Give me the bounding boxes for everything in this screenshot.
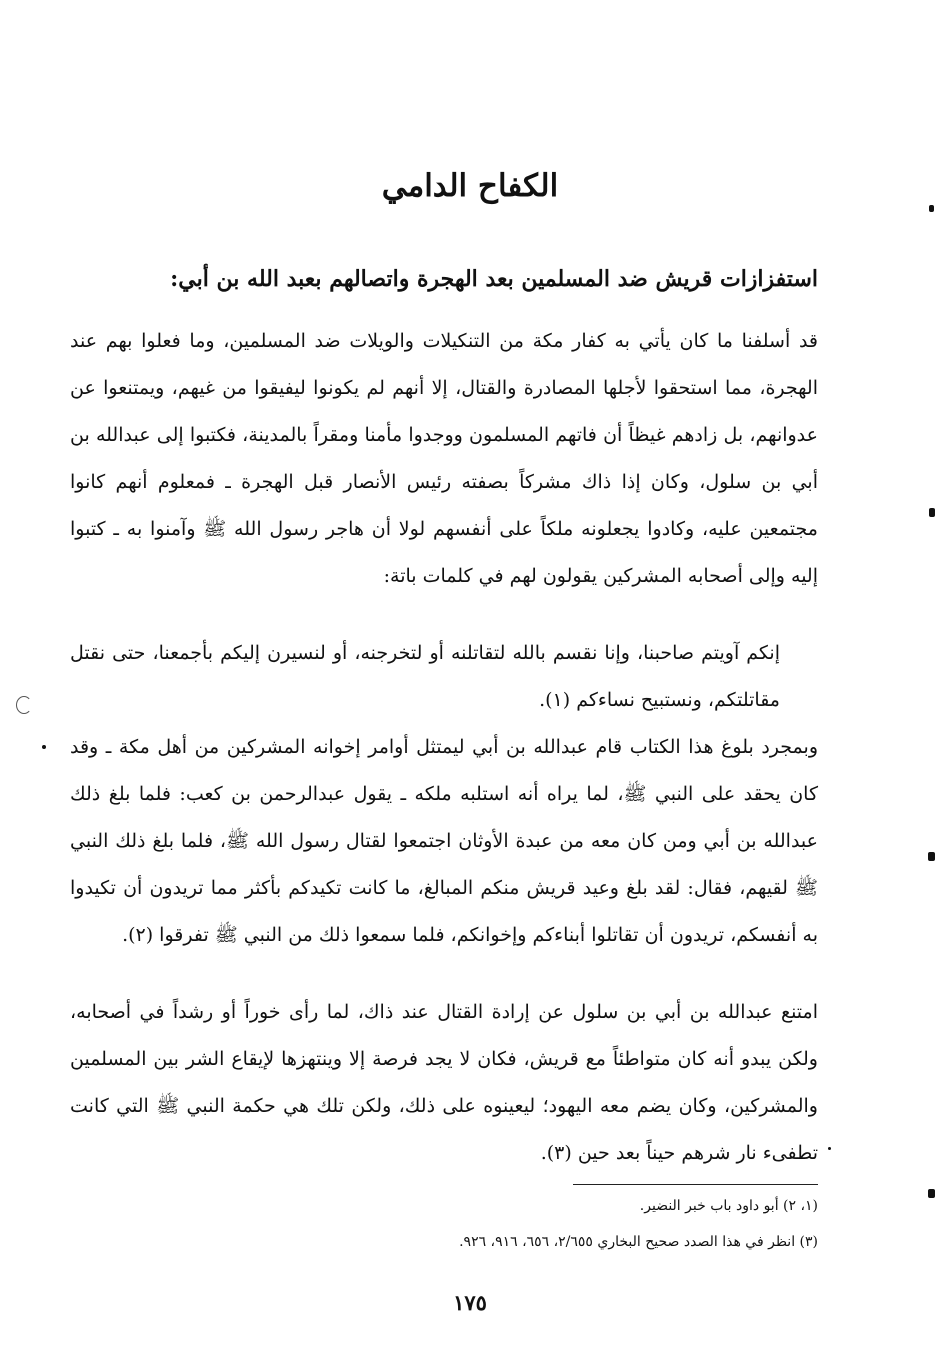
footnote-divider [573,1184,818,1185]
scan-speck [928,852,935,861]
footnote-1-2: (١، ٢) أبو داود باب خبر النضير. [639,1198,818,1214]
section-heading: استفزازات قريش ضد المسلمين بعد الهجرة واتصالهم بعبد الله بن أبي: [170,266,818,292]
paragraph-intro: قد أسلفنا ما كان يأتي به كفار مكة من التنكيلات والويلات ضد المسلمين، وما فعلوا بهم عند الهجرة، مما استحقوا لأجلها المصادرة والقتال، إلا أنهم لم يكونوا ليفيقوا من غيهم، ويمتنعوا عن عدوانهم، بل زادهم غيظاً أن فاتهم المسلمون ووجدوا مأمنا ومقراً بالمدينة، فكتبوا إلى عبدالله بن أبي بن سلول، وكان إذا ذاك مشركاً بصفته رئيس الأنصار قبل الهجرة ـ فمعلوم أنهم كانوا مجتمعين عليه، وكادوا يجعلونه ملكاً على أنفسهم لولا أن هاجر رسول الله ﷺ وآمنوا به ـ كتبوا إليه وإلى أصحابه المشركين يقولون لهم في كلمات باتة: [70,330,818,587]
chapter-title: الكفاح الدامي [381,168,559,204]
scan-speck [929,508,935,517]
scan-speck [928,1189,935,1198]
scan-speck [929,205,934,212]
scan-speck [42,745,46,749]
scan-speck [828,1147,831,1150]
page-number: ١٧٥ [453,1290,487,1315]
paragraph-abdullah-response: وبمجرد بلوغ هذا الكتاب قام عبدالله بن أبي ليمتثل أوامر إخوانه المشركين من أهل مكة ـ وقد كان يحقد على النبي ﷺ، لما يراه أنه استلبه ملكه ـ يقول عبدالرحمن بن كعب: فلما بلغ ذلك عبدالله بن أبي ومن كان معه من عبدة الأوثان اجتمعوا لقتال رسول الله ﷺ، فلما بلغ ذلك النبي ﷺ لقيهم، فقال: لقد بلغ وعيد قريش منكم المبالغ، ما كانت تكيدكم بأكثر مما تريدون أن تكيدوا به أنفسكم، تريدون أن تقاتلوا أبناءكم وإخوانكم، فلما سمعوا ذلك من النبي ﷺ تفرقوا (٢). [70,736,818,946]
scan-speck [16,696,32,714]
paragraph-quoted-letter: إنكم آويتم صاحبنا، وإنا نقسم بالله لتقاتلنه أو لتخرجنه، أو لنسيرن إليكم بأجمعنا، حتى نقتل مقاتلتكم، ونستبيح نساءكم (١). [70,642,780,711]
paragraph-abdullah-refrains: امتنع عبدالله بن أبي بن سلول عن إرادة القتال عند ذاك، لما رأى خوراً أو رشداً في أصحابه، ولكن يبدو أنه كان متواطئاً مع قريش، فكان لا يجد فرصة إلا وينتهزها لإيقاع الشر بين المسلمين والمشركين، وكان يضم معه اليهود؛ ليعينوه على ذلك، ولكن تلك هي حكمة النبي ﷺ التي كانت تطفىء نار شرهم حيناً بعد حين (٣). [70,1001,818,1164]
footnote-3: (٣) انظر في هذا الصدد صحيح البخاري ٢/٦٥٥، ٦٥٦، ٩١٦، ٩٢٦. [459,1234,818,1250]
